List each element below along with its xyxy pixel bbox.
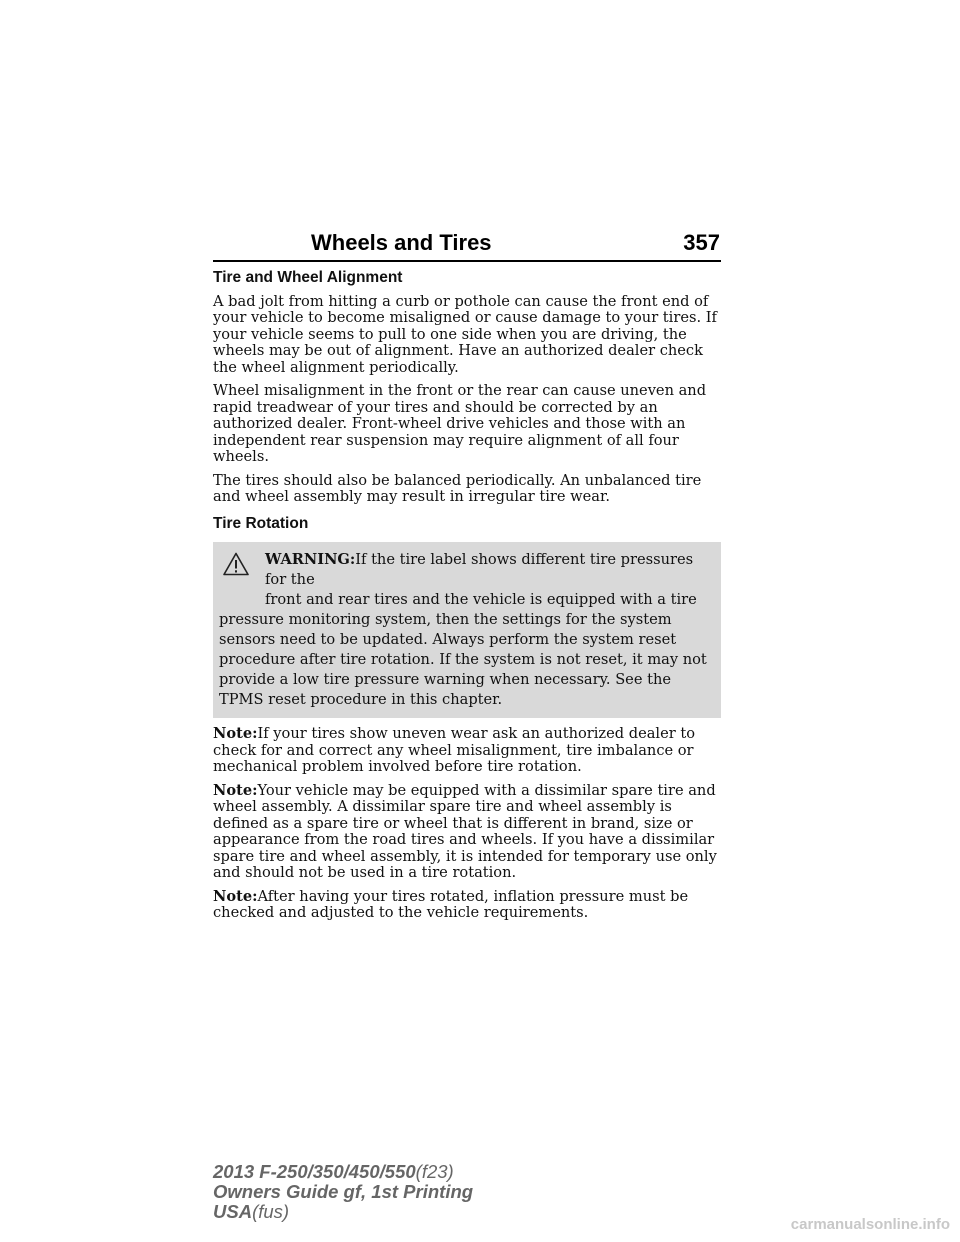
- alignment-heading: Tire and Wheel Alignment: [213, 269, 403, 286]
- page-content: [213, 266, 721, 929]
- warning-line-1: [219, 550, 715, 590]
- footer-region-code: (fus): [252, 1201, 290, 1222]
- warning-text-1: If the tire label shows different tire pressures for the: [265, 551, 694, 588]
- note-label: Note:: [213, 781, 258, 799]
- alignment-paragraph-1: A bad jolt from hitting a curb or pothole can cause the front end of your vehicle to become misaligned or cause damage to your tires. If your vehicle seems to pull to one side when you are driving, the wheels may be out of alignment. Have an authorized dealer check the wheel alignment periodically.: [213, 292, 717, 376]
- warning-text-rest: pressure monitoring system, then the settings for the system sensors need to be updated. Always perform the system reset procedure after tire rotation. If the system is not reset, it may not provide a low tire pressure warning when necessary. See the TPMS reset procedure in this chapter.: [219, 611, 707, 708]
- footer-line-3: [213, 1202, 473, 1222]
- note-3: [213, 889, 721, 922]
- warning-line-2: front and rear tires and the vehicle is equipped with a tire: [265, 591, 697, 608]
- footer-model-code: (f23): [415, 1161, 454, 1182]
- footer-line-1: [213, 1162, 473, 1182]
- note-1: [213, 726, 721, 776]
- footer-line-2: Owners Guide gf, 1st Printing: [213, 1181, 474, 1202]
- page-footer: [213, 1162, 473, 1222]
- footer-region: USA: [213, 1201, 253, 1222]
- watermark-text: carmanualsonline.info: [790, 1216, 950, 1233]
- note-label: Note:: [213, 887, 258, 905]
- note-text: After having your tires rotated, inflation pressure must be checked and adjusted to the vehicle requirements.: [213, 887, 689, 921]
- note-label: Note:: [213, 725, 258, 742]
- rotation-heading: Tire Rotation: [213, 514, 309, 532]
- footer-model: 2013 F-250/350/450/550: [213, 1161, 416, 1182]
- page-number: 357: [683, 230, 720, 255]
- warning-triangle-icon: [223, 552, 249, 576]
- page-header: [213, 226, 721, 262]
- alignment-paragraph-2: Wheel misalignment in the front or the rear can cause uneven and rapid treadwear of your tires and should be corrected by an authorized dealer. Front-wheel drive vehicles and those with an independent rear suspension may require alignment of all four wheels.: [213, 382, 707, 465]
- section-title: Wheels and Tires: [311, 230, 492, 255]
- warning-label: WARNING:: [265, 551, 356, 568]
- note-text: Your vehicle may be equipped with a dissimilar spare tire and wheel assembly. A dissimilar spare tire and wheel assembly is defined as a spare tire or wheel that is different in brand, size or appearance from the road tires and wheels. If you have a dissimilar spare tire and wheel assembly, it is intended for temporary use only and should not be used in a tire rotation.: [213, 781, 717, 881]
- note-text: If your tires show uneven wear ask an authorized dealer to check for and correct any wheel misalignment, tire imbalance or mechanical problem involved before tire rotation.: [213, 725, 695, 775]
- warning-box: [213, 542, 721, 718]
- alignment-paragraph-3: The tires should also be balanced periodically. An unbalanced tire and wheel assembly may result in irregular tire wear.: [213, 471, 702, 505]
- note-2: [213, 783, 721, 882]
